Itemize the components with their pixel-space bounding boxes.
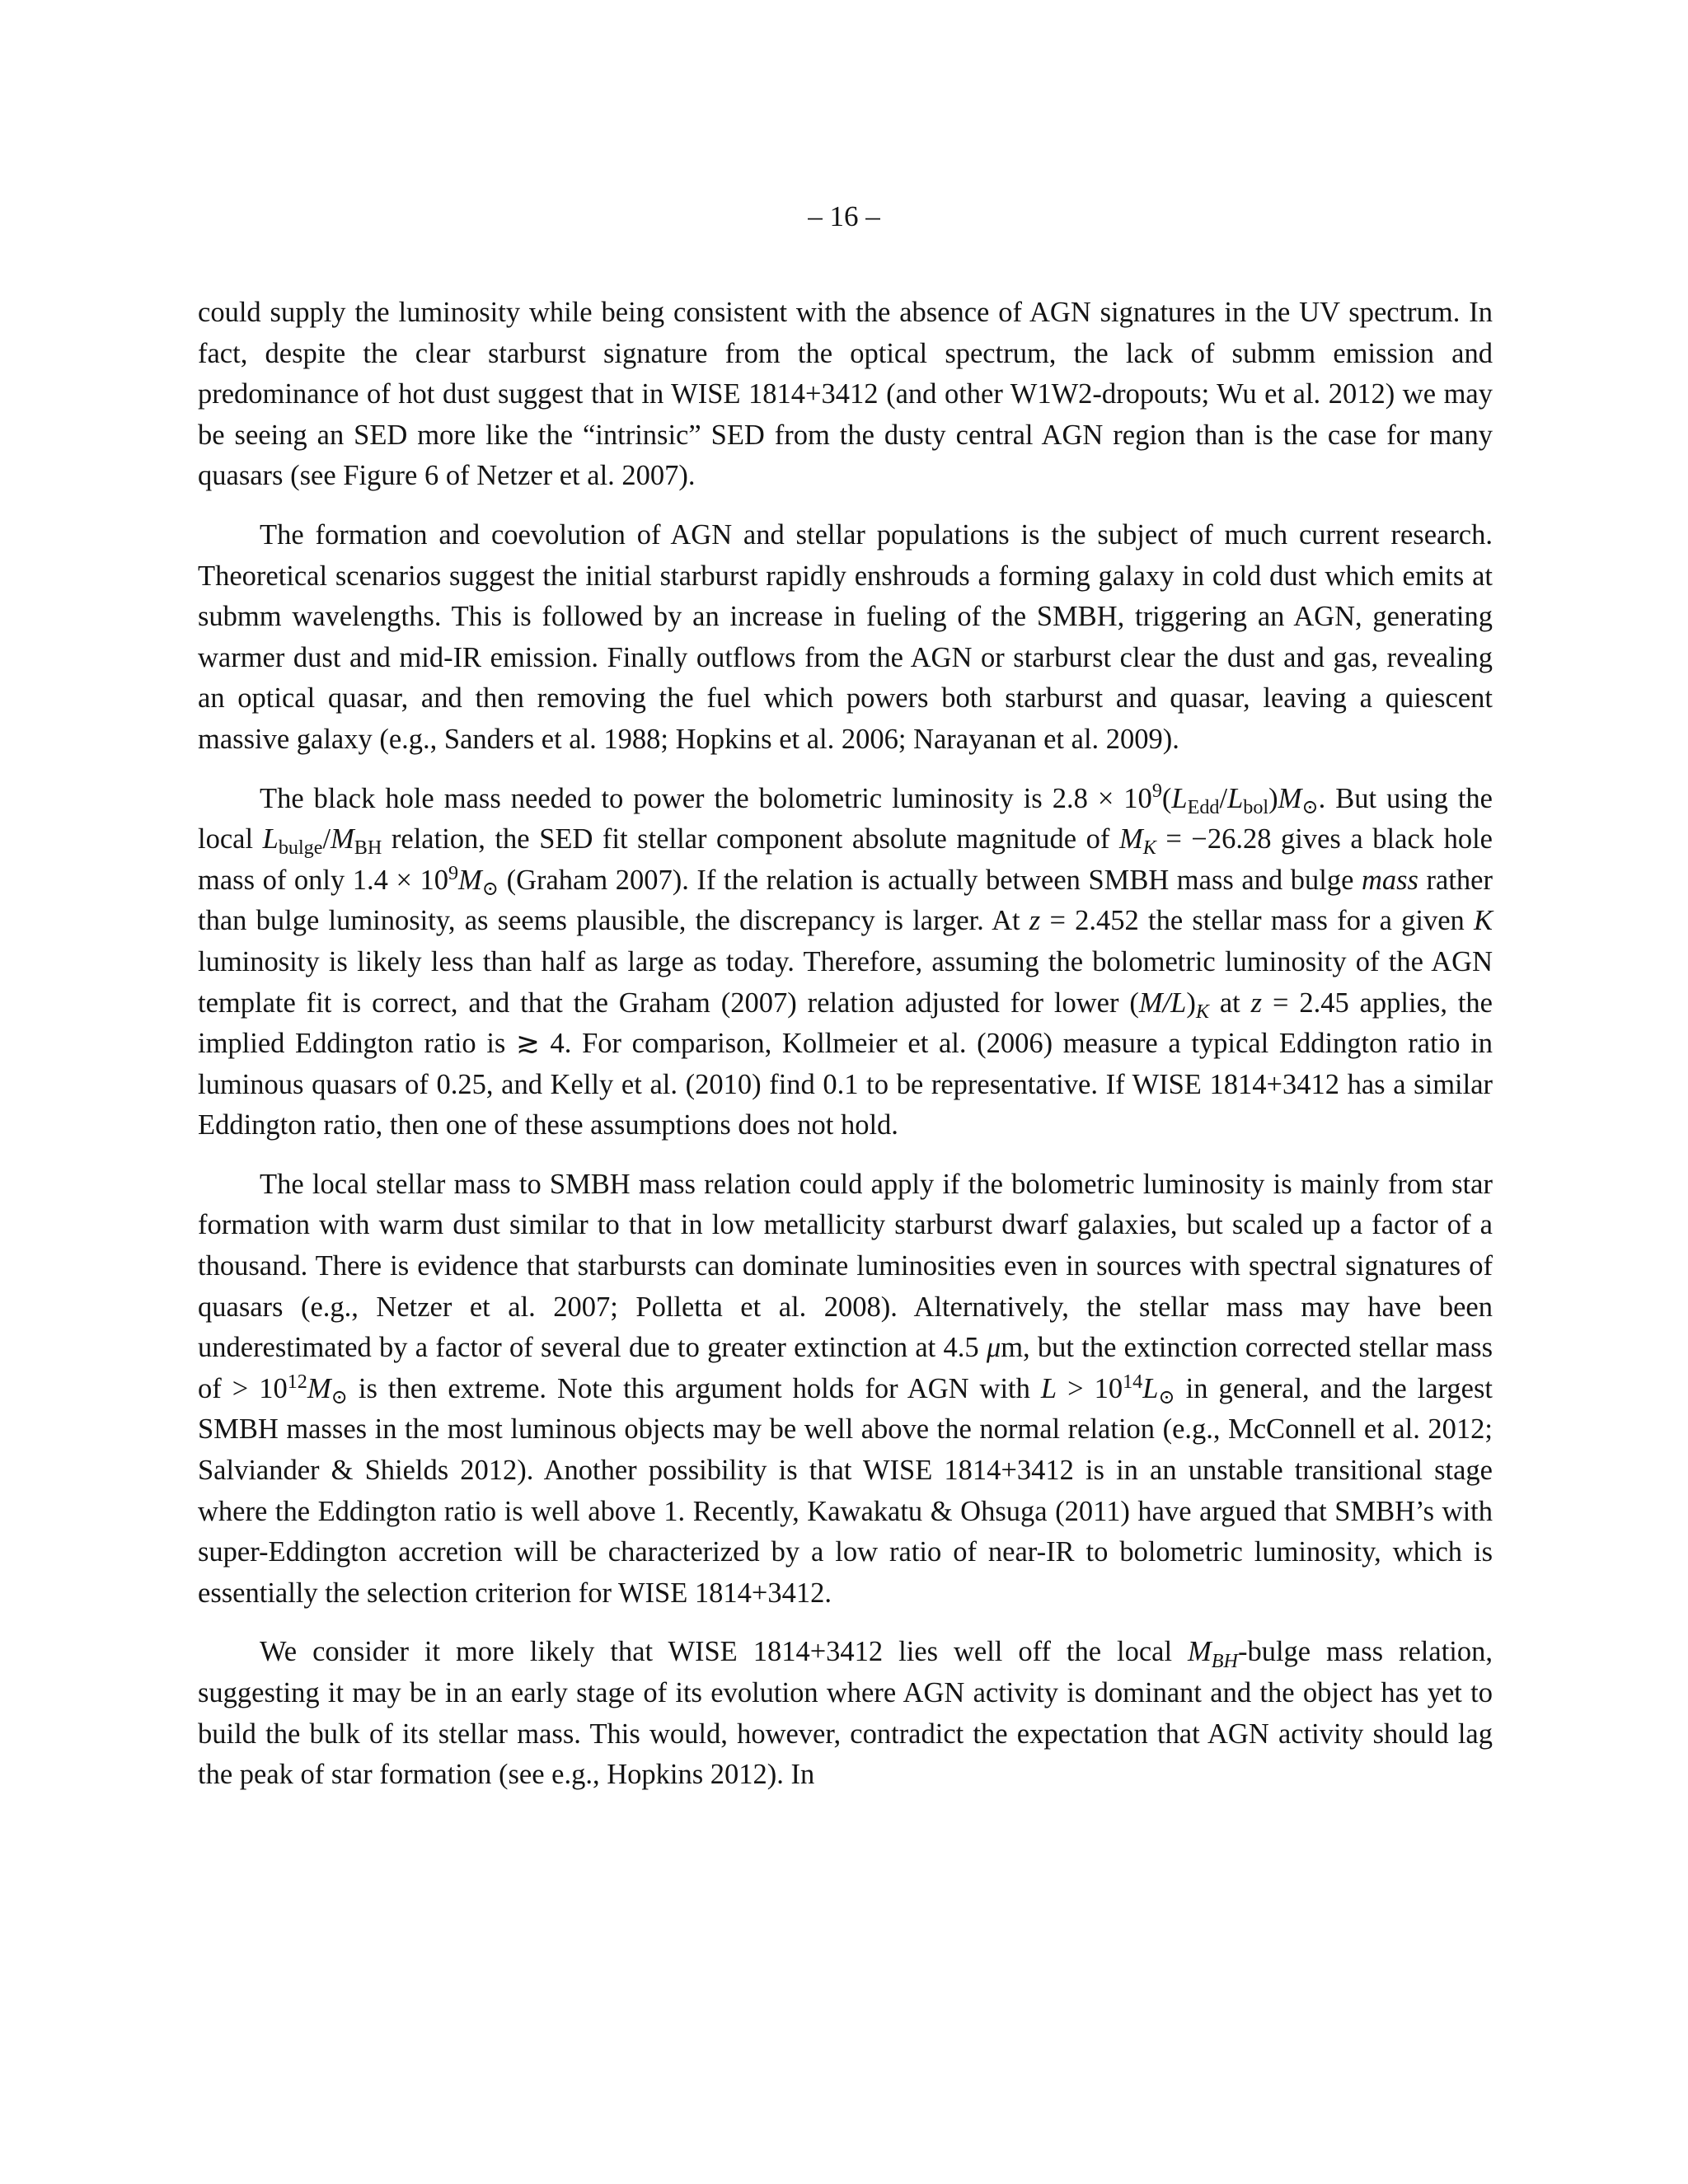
exponent: 9 bbox=[1151, 780, 1162, 803]
math-symbol: z bbox=[1029, 905, 1041, 937]
subscript: K bbox=[1142, 837, 1156, 860]
subscript: BH bbox=[1211, 1649, 1238, 1672]
text-run: / bbox=[322, 823, 331, 855]
subscript: ⊙ bbox=[331, 1386, 348, 1409]
text-run: We consider it more likely that WISE 1814+3412 lies well off the local bbox=[260, 1636, 1189, 1668]
text-run: = 2.45 applies, the implied Eddington ratio is ≳ 4. For comparison, Kollmeier et al. (2006) measure a typical Eddington ratio in luminous quasars of 0.25, and Kelly et al. (2010) find 0.1 to be representative. If WISE 1814+3412 has a similar Eddington ratio, then one of these assumptions does not hold. bbox=[198, 987, 1493, 1141]
math-symbol: L bbox=[1040, 1372, 1057, 1404]
text-run: = −26.28 gives a black hole mass of only 1.4 × 10 bbox=[198, 823, 1493, 896]
text-run: / bbox=[1219, 782, 1228, 814]
subscript: ⊙ bbox=[1301, 795, 1319, 818]
exponent: 12 bbox=[287, 1370, 307, 1393]
text-run: luminosity is likely less than half as large as today. Therefore, assuming the bolometric luminosity of the AGN template fit is correct, and that the Graham (2007) relation adjusted for lower ( bbox=[198, 945, 1493, 1019]
paragraph-3 bbox=[198, 779, 1493, 1146]
subscript: ⊙ bbox=[1158, 1386, 1175, 1409]
math-symbol: L bbox=[262, 823, 279, 855]
math-symbol: K bbox=[1473, 905, 1493, 937]
text-run: at bbox=[1208, 987, 1251, 1019]
body-text bbox=[198, 293, 1493, 1814]
text-run: The black hole mass needed to power the bolometric luminosity is 2.8 × 10 bbox=[260, 782, 1152, 814]
subscript: BH bbox=[354, 837, 382, 860]
exponent: 14 bbox=[1123, 1370, 1143, 1393]
text-run: (Graham 2007). If the relation is actually between SMBH mass and bulge bbox=[499, 864, 1362, 896]
paragraph-4 bbox=[198, 1165, 1493, 1615]
emphasis: mass bbox=[1361, 864, 1418, 896]
math-symbol: M bbox=[458, 864, 482, 896]
math-symbol: μ bbox=[986, 1332, 1001, 1364]
math-symbol: M/L bbox=[1138, 987, 1187, 1019]
text-run: ) bbox=[1186, 987, 1196, 1019]
math-symbol: M bbox=[331, 823, 354, 855]
paragraph-2: The formation and coevolution of AGN and stellar populations is the subject of much current research. Theoretical scenarios suggest the initial starburst rapidly enshrouds a forming galaxy in cold dust which emits at submm wavelengths. This is followed by an increase in fueling of the SMBH, triggering an AGN, generating warmer dust and mid-IR emission. Finally outflows from the AGN or starburst clear the dust and gas, revealing an optical quasar, and then removing the fuel which powers both starburst and quasar, leaving a quiescent massive galaxy (e.g., Sanders et al. 1988; Hopkins et al. 2006; Narayanan et al. 2009). bbox=[198, 518, 1493, 755]
math-symbol: L bbox=[1171, 782, 1188, 814]
text-run: ) bbox=[1268, 782, 1278, 814]
math-symbol: M bbox=[1188, 1636, 1212, 1668]
text-run: m, but the extinction corrected stellar mass of > 10 bbox=[198, 1332, 1493, 1404]
exponent: 9 bbox=[448, 861, 459, 884]
math-symbol: z bbox=[1250, 987, 1263, 1019]
subscript: bulge bbox=[278, 837, 323, 860]
subscript: bol bbox=[1243, 795, 1269, 818]
text-run: relation, the SED fit stellar component absolute magnitude of bbox=[382, 823, 1119, 855]
subscript: K bbox=[1195, 1000, 1209, 1023]
text-run: -bulge mass relation, suggesting it may be in an early stage of its evolution where AGN activity is dominant and the object has yet to build the bulk of its stellar mass. This would, however, contradict the expectation that AGN activity should lag the peak of star formation (see e.g., Hopkins 2012). In bbox=[198, 1636, 1493, 1791]
text-run: The local stellar mass to SMBH mass relation could apply if the bolometric luminosity is mainly from star formation with warm dust similar to that in low metallicity starburst dwarf galaxies, but scaled up a factor of a thousand. There is evidence that starbursts can dominate luminosities even in sources with spectral signatures of quasars (e.g., Netzer et al. 2007; Polletta et al. 2008). Alternatively, the stellar mass may have been underestimated by a factor of several due to greater extinction at 4.5 bbox=[198, 1168, 1493, 1364]
paragraph-1: could supply the luminosity while being consistent with the absence of AGN signatures in the UV spectrum. In fact, despite the clear starburst signature from the optical spectrum, the lack of submm emission and predominance of hot dust suggest that in WISE 1814+3412 (and other W1W2-dropouts; Wu et al. 2012) we may be seeing an SED more like the “intrinsic” SED from the dusty central AGN region than is the case for many quasars (see Figure 6 of Netzer et al. 2007). bbox=[198, 297, 1493, 492]
subscript: Edd bbox=[1187, 795, 1220, 818]
text-run: > 10 bbox=[1057, 1372, 1123, 1404]
paragraph-5 bbox=[198, 1632, 1493, 1795]
text-run: = 2.452 the stellar mass for a given bbox=[1040, 905, 1474, 937]
math-symbol: M bbox=[1118, 823, 1143, 855]
text-run: in general, and the largest SMBH masses in the most luminous objects may be well above the normal relation (e.g., McConnell et al. 2012; Salviander & Shields 2012). Another possibility is that WISE 1814+3412 is in an unstable transitional stage where the Eddington ratio is well above 1. Recently, Kawakatu & Ohsuga (2011) have argued that SMBH’s with super-Eddington accretion will be characterized by a low ratio of near-IR to bolometric luminosity, which is essentially the selection criterion for WISE 1814+3412. bbox=[198, 1372, 1493, 1609]
math-symbol: L bbox=[1142, 1372, 1159, 1404]
page-number: – 16 – bbox=[808, 200, 880, 232]
text-run: ( bbox=[1161, 782, 1172, 814]
text-run: rather than bulge luminosity, as seems plausible, the discrepancy is larger. At bbox=[198, 864, 1493, 937]
text-run: . But using the local bbox=[198, 782, 1493, 855]
subscript: ⊙ bbox=[481, 877, 499, 900]
math-symbol: M bbox=[307, 1372, 331, 1404]
text-run: is then extreme. Note this argument holds for AGN with bbox=[347, 1372, 1041, 1404]
math-symbol: M bbox=[1278, 782, 1302, 814]
math-symbol: L bbox=[1227, 782, 1244, 814]
